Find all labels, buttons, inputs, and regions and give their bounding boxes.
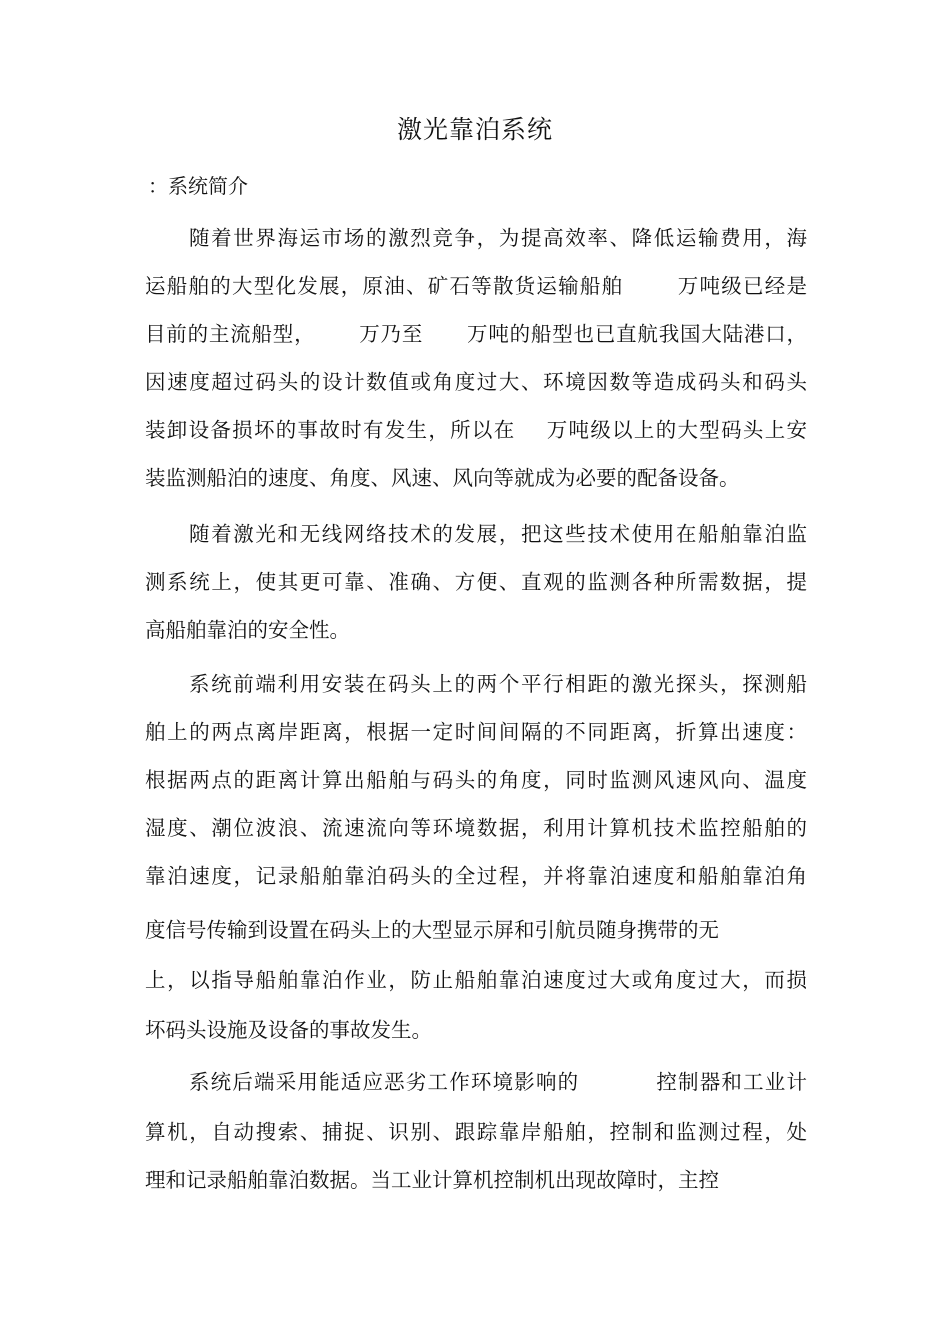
paragraph-line: 因速度超过码头的设计数值或角度过大、环境因数等造成码头和码头 xyxy=(145,370,807,394)
paragraph-line: 系统前端利用安装在码头上的两个平行相距的激光探头，探测船 xyxy=(189,672,807,696)
section-heading: ：系统简介 xyxy=(148,174,248,198)
paragraph-line: 舶上的两点离岸距离，根据一定时间间隔的不同距离，折算出速度： xyxy=(145,720,807,744)
paragraph-line: 装卸设备损坏的事故时有发生，所以在 万吨级以上的大型码头上安 xyxy=(145,418,807,442)
paragraph-line: 上，以指导船舶靠泊作业，防止船舶靠泊速度过大或角度过大，而损 xyxy=(145,968,807,992)
paragraph-line: 坏码头设施及设备的事故发生。 xyxy=(145,1018,432,1042)
paragraph-line: 测系统上，使其更可靠、准确、方便、直观的监测各种所需数据，提 xyxy=(145,570,807,594)
paragraph-line: 根据两点的距离计算出船舶与码头的角度，同时监测风速风向、温度 xyxy=(145,768,807,792)
paragraph-line: 运船舶的大型化发展，原油、矿石等散货运输船舶 万吨级已经是 xyxy=(145,274,807,298)
paragraph-line: 靠泊速度，记录船舶靠泊码头的全过程，并将靠泊速度和船舶靠泊角 xyxy=(145,864,807,888)
paragraph-line: 湿度、潮位波浪、流速流向等环境数据，利用计算机技术监控船舶的 xyxy=(145,816,807,840)
paragraph-line: 理和记录船舶靠泊数据。当工业计算机控制机出现故障时，主控 xyxy=(145,1168,719,1192)
paragraph-line: 高船舶靠泊的安全性。 xyxy=(145,618,350,642)
paragraph-line: 装监测船泊的速度、角度、风速、风向等就成为必要的配备设备。 xyxy=(145,466,740,490)
paragraph-line: 系统后端采用能适应恶劣工作环境影响的 控制器和工业计 xyxy=(189,1070,807,1094)
paragraph-line: 目前的主流船型， 万乃至 万吨的船型也已直航我国大陆港口， xyxy=(145,322,807,346)
paragraph-line: 算机，自动搜索、捕捉、识别、跟踪靠岸船舶，控制和监测过程，处 xyxy=(145,1120,807,1144)
paragraph-line: 度信号传输到设置在码头上的大型显示屏和引航员随身携带的无 xyxy=(145,918,719,942)
paragraph-line: 随着激光和无线网络技术的发展，把这些技术使用在船舶靠泊监 xyxy=(189,522,807,546)
document-title: 激光靠泊系统 xyxy=(396,115,553,144)
paragraph-line: 随着世界海运市场的激烈竞争，为提高效率、降低运输费用，海 xyxy=(189,226,807,250)
